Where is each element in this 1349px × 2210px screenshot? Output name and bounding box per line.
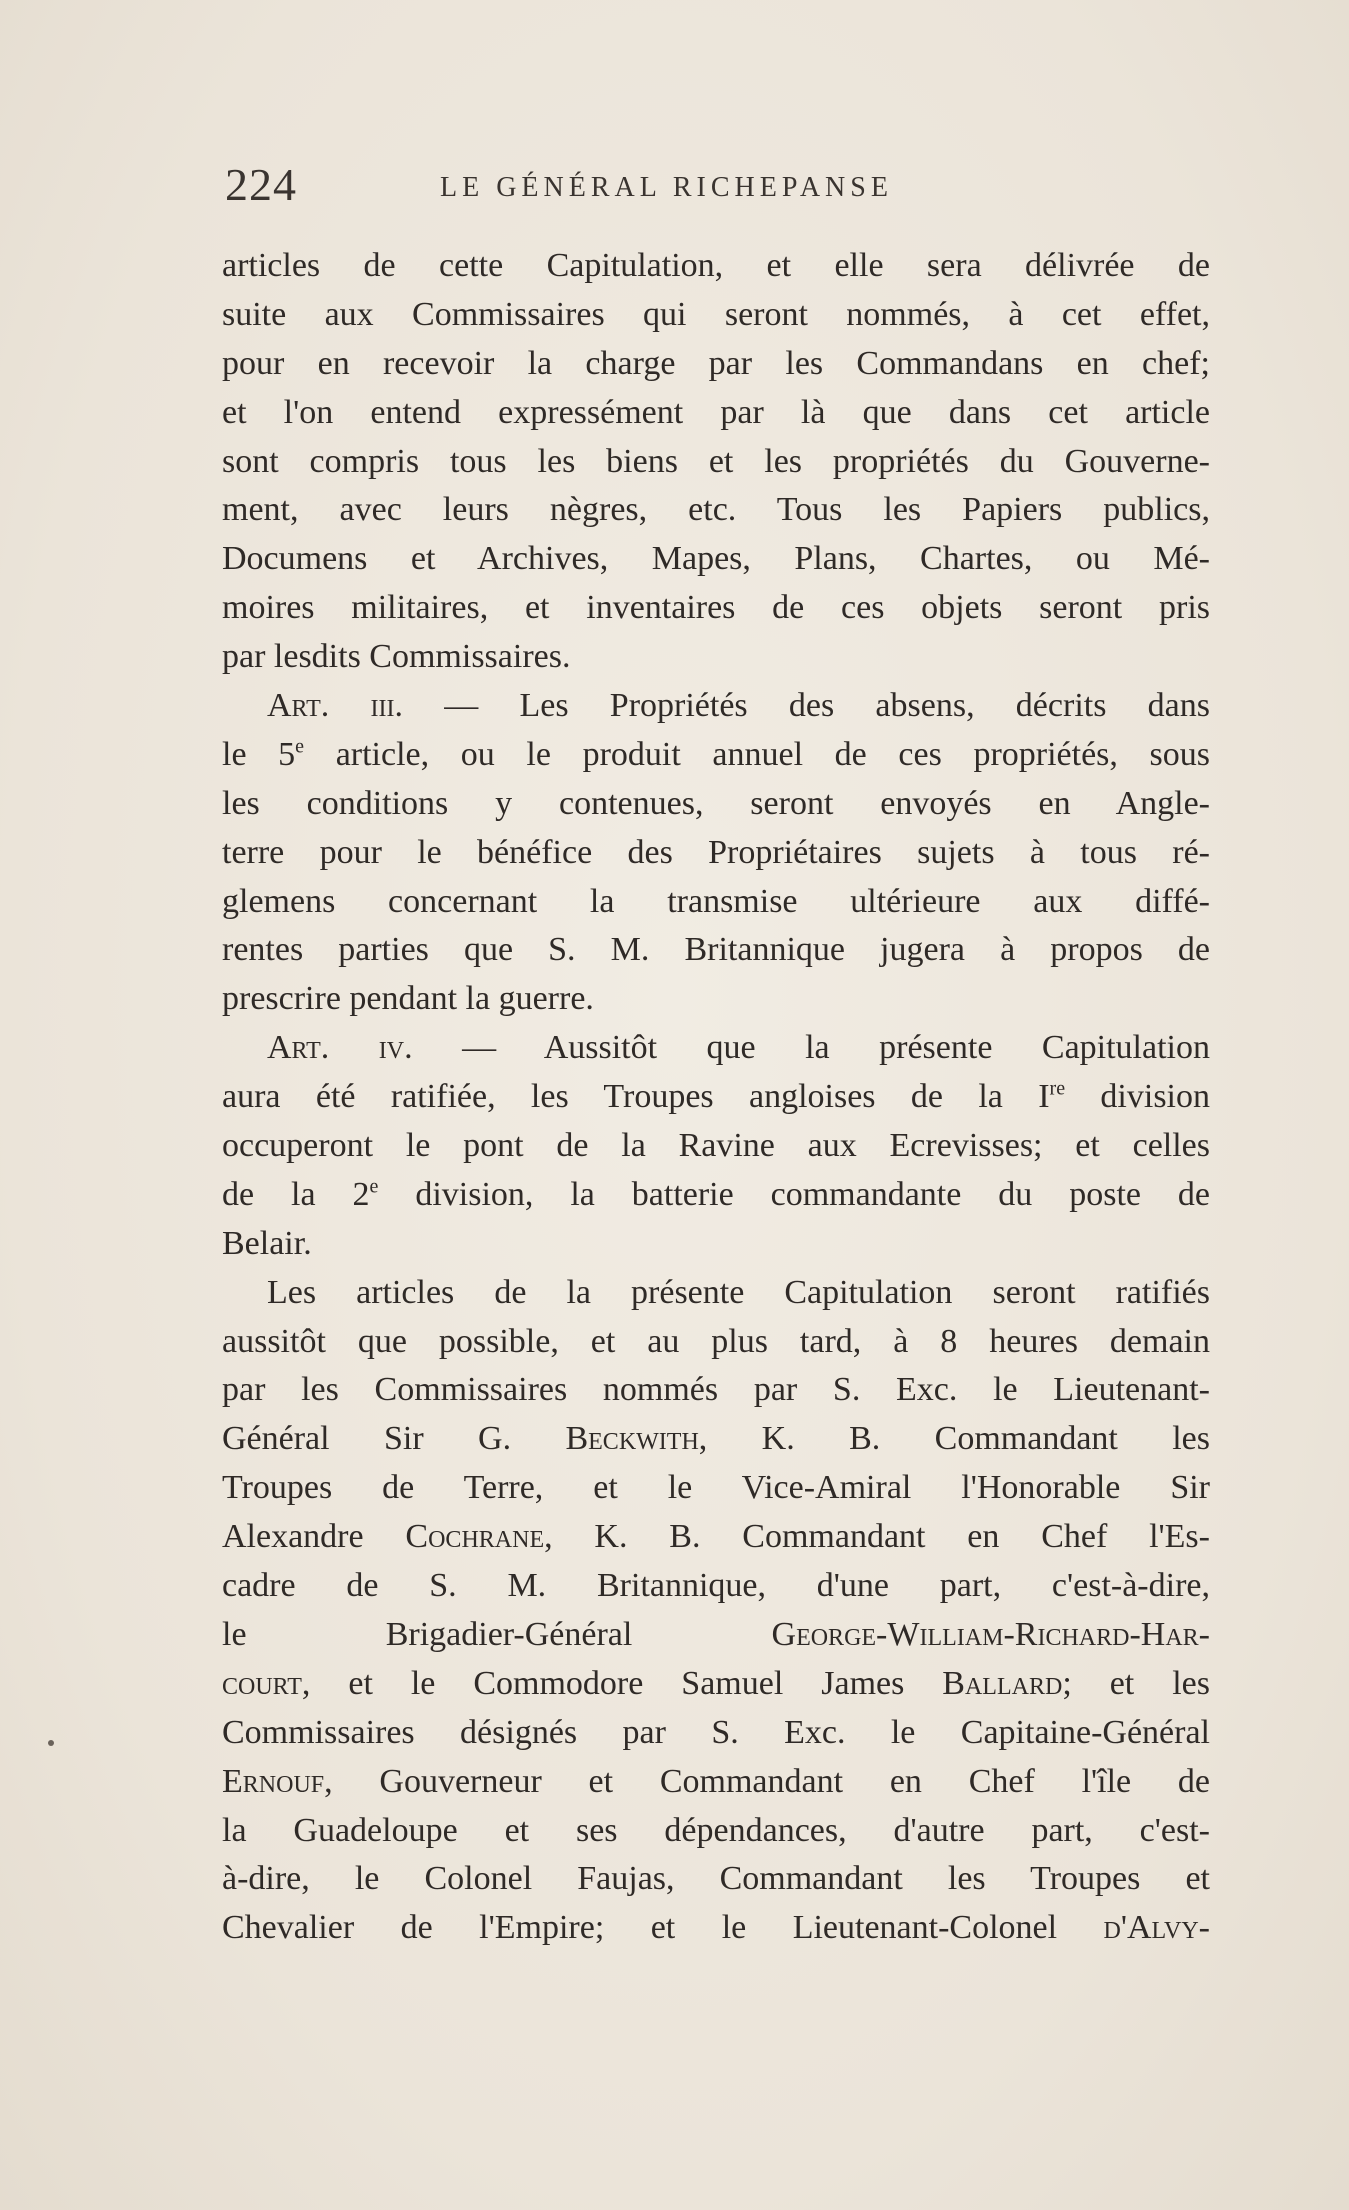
text-line [222, 1904, 1210, 1953]
text-line: par lesdits Commissaires. [222, 638, 571, 676]
article-label: Art. iii. [267, 687, 403, 725]
small-caps-name: Ballard [942, 1664, 1063, 1702]
small-caps-name: court [222, 1664, 302, 1702]
text-line [222, 1415, 1210, 1464]
text-line: rentes parties que S. M. Britannique jugera à propos de [222, 931, 1210, 969]
superscript: re [1049, 1077, 1066, 1100]
small-caps-name: George-William-Richard-Har- [771, 1615, 1210, 1653]
text-line: terre pour le bénéfice des Propriétaires sujets à tous ré- [222, 833, 1210, 871]
text-fragment: , K. B. Commandant en Chef l'Es- [544, 1518, 1210, 1556]
text-line: glemens concernant la transmise ultérieure aux diffé- [222, 882, 1210, 920]
text-fragment: division, la batterie commandante du poste de [378, 1175, 1210, 1213]
text-line: par les Commissaires nommés par S. Exc. le Lieutenant- [222, 1371, 1210, 1409]
text-line: articles de cette Capitulation, et elle sera délivrée de [222, 247, 1210, 284]
text-line: et l'on entend expressément par là que dans cet article [222, 393, 1210, 431]
text-line: Commissaires désignés par S. Exc. le Capitaine-Général [222, 1713, 1210, 1751]
text-line: Belair. [222, 1224, 312, 1262]
text-fragment: Chevalier de l'Empire; et le Lieutenant-Colonel [222, 1909, 1104, 1947]
text-line: suite aux Commissaires qui seront nommés, à cet effet, [222, 295, 1210, 333]
small-caps-name: Beckwith [565, 1420, 699, 1458]
text-fragment: aura été ratifiée, les Troupes angloises de la I [222, 1078, 1050, 1116]
article-iii-line [222, 682, 1210, 731]
text-line [222, 1513, 1210, 1562]
small-caps-name: Cochrane [405, 1518, 545, 1556]
text-line: Troupes de Terre, et le Vice-Amiral l'Honorable Sir [222, 1469, 1210, 1507]
text-line [222, 1073, 1210, 1122]
text-fragment: article, ou le produit annuel de ces propriétés, sous [304, 735, 1210, 773]
text-fragment: le 5 [222, 735, 296, 773]
text-line: Les articles de la présente Capitulation seront ratifiés [267, 1273, 1210, 1311]
text-line: ment, avec leurs nègres, etc. Tous les Papiers publics, [222, 491, 1210, 529]
text-line: prescrire pendant la guerre. [222, 980, 594, 1018]
text-line [222, 1758, 1210, 1807]
text-fragment: division [1065, 1078, 1210, 1116]
text-fragment: ; et les [1062, 1664, 1210, 1702]
superscript: e [369, 1175, 379, 1198]
page-header [225, 158, 1210, 218]
text-line: cadre de S. M. Britannique, d'une part, c'est-à-dire, [222, 1567, 1210, 1605]
text-fragment: — Les Propriétés des absens, décrits dans [403, 687, 1210, 725]
text-fragment: — Aussitôt que la présente Capitulation [412, 1029, 1210, 1067]
text-line: les conditions y contenues, seront envoyés en Angle- [222, 784, 1210, 822]
margin-mark [48, 1740, 54, 1746]
text-fragment: de la 2 [222, 1175, 370, 1213]
small-caps-name: Ernouf [222, 1762, 325, 1800]
superscript: e [295, 735, 305, 758]
text-line: sont compris tous les biens et les propriétés du Gouverne- [222, 442, 1210, 480]
text-fragment: le Brigadier-Général [222, 1615, 772, 1653]
text-line: Documens et Archives, Mapes, Plans, Chartes, ou Mé- [222, 540, 1210, 578]
text-line [222, 1611, 1210, 1660]
article-iv-line [222, 1024, 1210, 1073]
text-fragment: , K. B. Commandant les [698, 1420, 1211, 1458]
page-number: 224 [225, 159, 297, 210]
small-caps-name: d'Alvy- [1103, 1909, 1210, 1947]
body-text [222, 242, 1210, 1953]
text-line [222, 1660, 1210, 1709]
text-line: pour en recevoir la charge par les Commandans en chef; [222, 344, 1210, 382]
article-label: Art. iv. [267, 1029, 413, 1067]
text-fragment: , et le Commodore Samuel James [301, 1664, 943, 1702]
running-title: LE GÉNÉRAL RICHEPANSE [440, 172, 893, 203]
text-line [222, 731, 1210, 780]
text-line: moires militaires, et inventaires de ces objets seront pris [222, 589, 1210, 627]
text-fragment: Général Sir G. [222, 1420, 566, 1458]
text-fragment: , Gouverneur et Commandant en Chef l'île de [324, 1762, 1210, 1800]
text-line [222, 1171, 1210, 1220]
text-line: aussitôt que possible, et au plus tard, à 8 heures demain [222, 1322, 1210, 1360]
text-line: la Guadeloupe et ses dépendances, d'autre part, c'est- [222, 1811, 1210, 1849]
text-fragment: Alexandre [222, 1518, 406, 1556]
text-line: occuperont le pont de la Ravine aux Ecrevisses; et celles [222, 1127, 1210, 1165]
text-line: à-dire, le Colonel Faujas, Commandant les Troupes et [222, 1860, 1210, 1898]
